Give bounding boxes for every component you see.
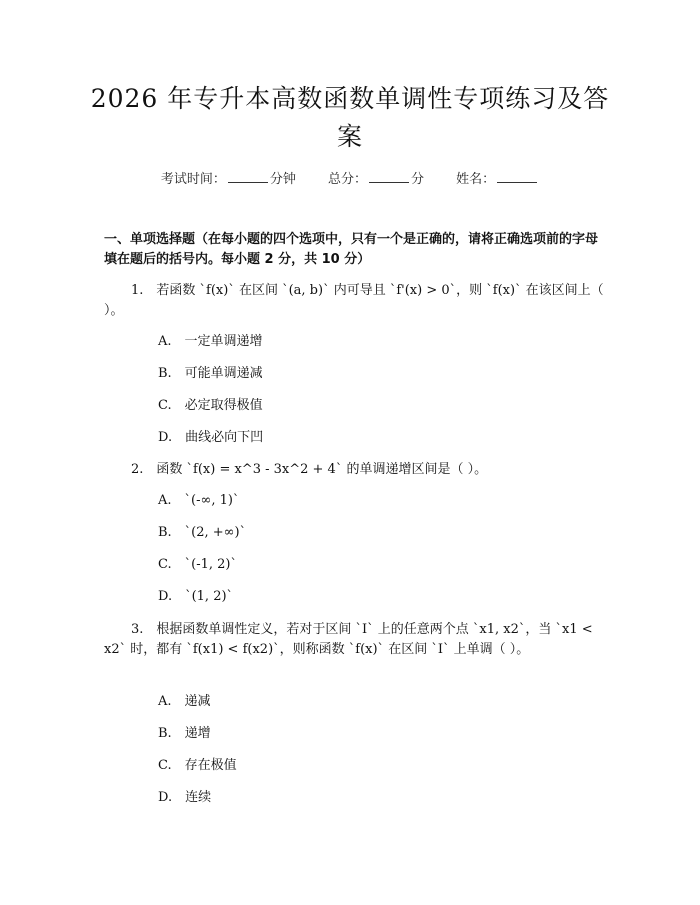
question-3 (104, 620, 604, 660)
score-label: 总分： (327, 172, 367, 187)
time-blank (228, 170, 268, 183)
option-1b: B. 可能单调递减 (158, 366, 263, 381)
time-unit: 分钟 (269, 172, 296, 187)
exam-time (161, 168, 296, 187)
option-3b: B. 递增 (158, 726, 211, 741)
name-label: 姓名： (456, 172, 496, 187)
option-2b: B. `(2, +∞)` (158, 525, 247, 540)
option-2d: D. `(1, 2)` (158, 589, 234, 604)
question-stem: 3. 根据函数单调性定义，若对于区间 `I` 上的任意两个点 `x1, x2`，当 `x1 < x2` 时，都有 `f(x1) < f(x2)`，则称函数 `f(x)` 在区间 `I` 上单调（ ）。 (104, 622, 593, 657)
total-score (328, 168, 424, 187)
exam-meta (0, 168, 700, 187)
question-1 (104, 281, 604, 321)
option-3a: A. 递减 (158, 694, 211, 709)
section-heading: 一、单项选择题（在每小题的四个选项中，只有一个是正确的，请将正确选项前的字母填在题后的括号内。每小题 2 分，共 10 分） (104, 232, 599, 267)
question-2 (104, 460, 604, 480)
question-stem: 2. 函数 `f(x) = x^3 - 3x^2 + 4` 的单调递增区间是（ ）。 (131, 462, 488, 477)
option-1d: D. 曲线必向下凹 (158, 430, 264, 445)
option-2a: A. `(-∞, 1)` (158, 493, 240, 508)
time-label: 考试时间： (160, 172, 226, 187)
score-blank (369, 170, 409, 183)
student-name (456, 168, 539, 187)
score-unit: 分 (411, 172, 425, 187)
name-blank (497, 170, 537, 183)
option-3d: D. 连续 (158, 790, 212, 805)
document-title: 2026 年专升本高数函数单调性专项练习及答案 (90, 84, 610, 151)
question-stem: 1. 若函数 `f(x)` 在区间 `(a, b)` 内可导且 `f'(x) > 0`，则 `f(x)` 在该区间上（ ）。 (104, 283, 604, 318)
option-1c: C. 必定取得极值 (158, 398, 263, 413)
option-3c: C. 存在极值 (158, 758, 237, 773)
option-2c: C. `(-1, 2)` (158, 557, 237, 572)
option-1a: A. 一定单调递增 (158, 334, 263, 349)
